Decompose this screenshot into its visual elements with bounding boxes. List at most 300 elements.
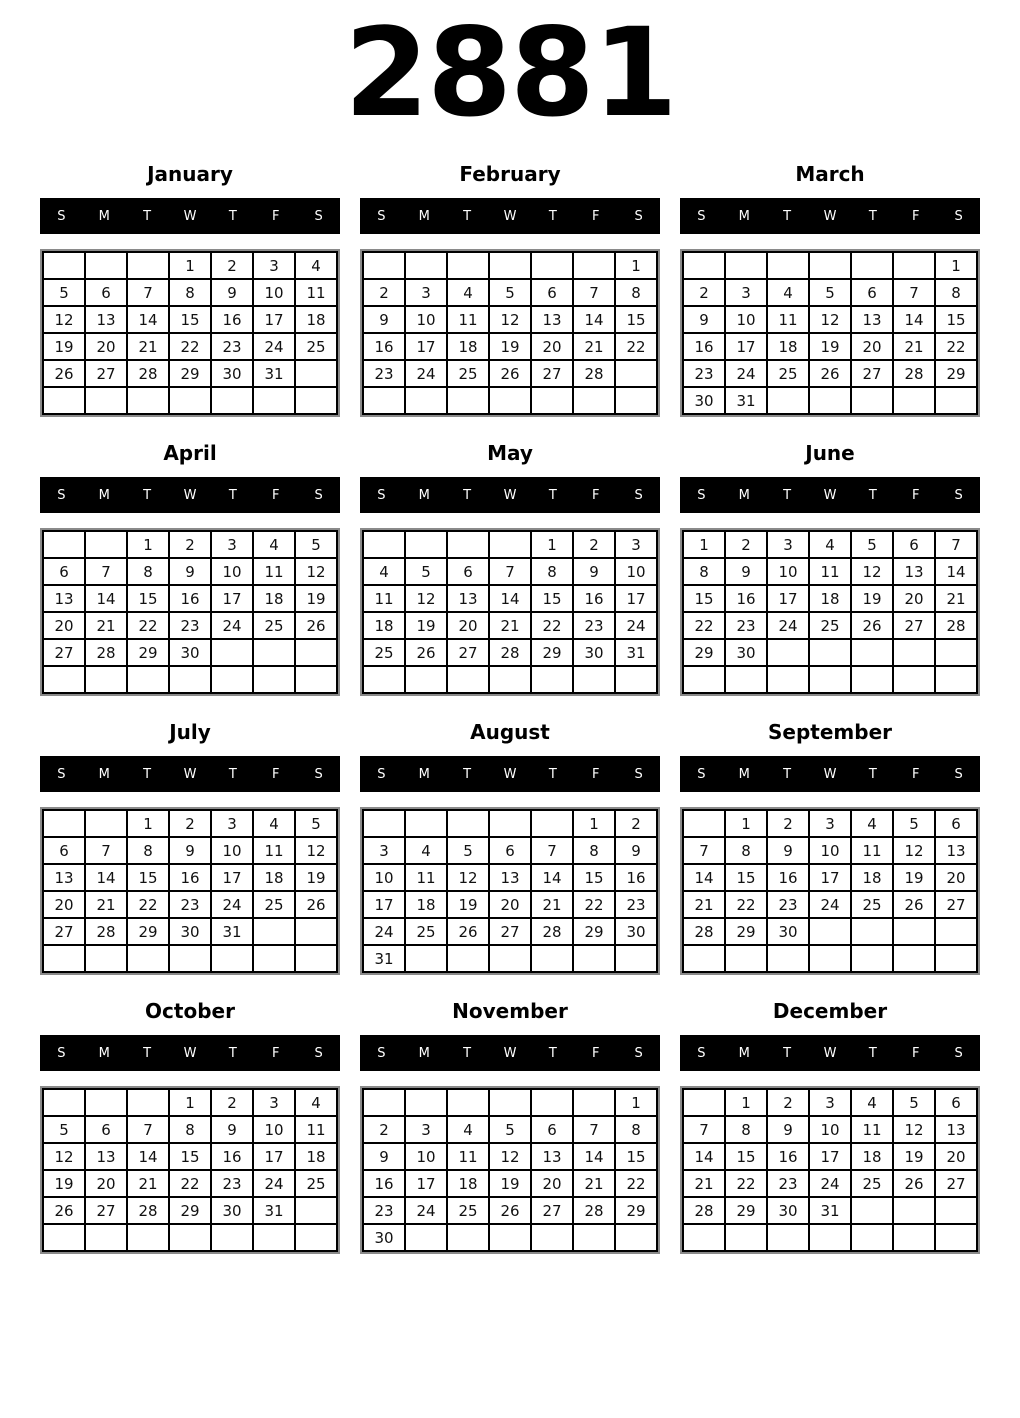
week-row (43, 945, 337, 972)
weekday-label: S (57, 487, 66, 503)
day-cell: 10 (809, 1116, 851, 1143)
day-cell (211, 1224, 253, 1251)
day-cell: 17 (363, 891, 405, 918)
day-cell: 17 (809, 1143, 851, 1170)
day-cell: 23 (767, 891, 809, 918)
weekday-label: T (868, 766, 877, 782)
day-cell: 24 (253, 1170, 295, 1197)
day-cell (85, 531, 127, 558)
weekday-label: M (418, 766, 430, 782)
day-cell (211, 639, 253, 666)
day-cell: 22 (683, 612, 725, 639)
day-cell: 24 (405, 360, 447, 387)
month-table (682, 530, 978, 694)
day-cell: 12 (489, 306, 531, 333)
weekday-label: T (228, 766, 237, 782)
month-september (680, 720, 980, 975)
day-cell: 14 (531, 864, 573, 891)
day-cell: 19 (43, 1170, 85, 1197)
weekday-header (40, 756, 340, 792)
month-name: March (795, 162, 865, 187)
month-june (680, 441, 980, 696)
day-cell: 31 (253, 360, 295, 387)
day-cell (531, 1089, 573, 1116)
day-cell: 22 (531, 612, 573, 639)
day-cell: 9 (363, 306, 405, 333)
day-cell (405, 1224, 447, 1251)
day-cell: 14 (127, 1143, 169, 1170)
week-row (683, 531, 977, 558)
day-cell: 30 (211, 360, 253, 387)
day-cell (935, 666, 977, 693)
weekday-label: M (418, 487, 430, 503)
day-cell: 29 (169, 360, 211, 387)
day-cell (935, 639, 977, 666)
weekday-label: M (418, 1045, 430, 1061)
day-cell: 4 (851, 1089, 893, 1116)
day-cell: 10 (253, 279, 295, 306)
day-cell: 1 (573, 810, 615, 837)
day-cell: 25 (851, 1170, 893, 1197)
day-cell: 2 (211, 252, 253, 279)
week-row (43, 1197, 337, 1224)
day-cell (531, 810, 573, 837)
weekday-label: W (503, 487, 517, 503)
month-name: April (163, 441, 217, 466)
day-cell: 18 (447, 333, 489, 360)
day-cell: 16 (211, 306, 253, 333)
weekday-label: T (143, 766, 152, 782)
day-cell: 30 (725, 639, 767, 666)
day-cell: 4 (253, 531, 295, 558)
weekday-label: S (314, 487, 323, 503)
weekday-label: M (98, 487, 110, 503)
day-cell: 24 (809, 1170, 851, 1197)
day-cell: 15 (725, 1143, 767, 1170)
day-cell (169, 1224, 211, 1251)
day-cell (893, 1197, 935, 1224)
day-cell: 8 (127, 558, 169, 585)
weekday-header (680, 198, 980, 234)
weekday-label: S (634, 208, 643, 224)
day-cell: 19 (809, 333, 851, 360)
month-august (360, 720, 660, 975)
day-cell: 13 (43, 864, 85, 891)
week-row (43, 333, 337, 360)
day-cell: 16 (767, 1143, 809, 1170)
day-cell: 13 (531, 306, 573, 333)
week-row (363, 1089, 657, 1116)
week-row (363, 585, 657, 612)
day-cell: 5 (893, 1089, 935, 1116)
weekday-label: F (271, 208, 280, 224)
month-december (680, 999, 980, 1254)
day-cell: 27 (935, 1170, 977, 1197)
day-cell: 3 (809, 810, 851, 837)
day-cell: 4 (809, 531, 851, 558)
day-cell: 14 (935, 558, 977, 585)
month-name: August (470, 720, 550, 745)
week-row (43, 666, 337, 693)
day-cell: 10 (615, 558, 657, 585)
weekday-label: S (634, 1045, 643, 1061)
day-cell: 6 (85, 279, 127, 306)
weekday-label: M (418, 208, 430, 224)
day-cell: 18 (295, 1143, 337, 1170)
week-row (43, 891, 337, 918)
day-cell: 29 (725, 1197, 767, 1224)
day-cell: 9 (615, 837, 657, 864)
day-cell: 7 (893, 279, 935, 306)
day-cell: 8 (935, 279, 977, 306)
day-cell: 20 (851, 333, 893, 360)
day-cell: 14 (683, 864, 725, 891)
day-cell: 18 (767, 333, 809, 360)
day-cell: 26 (489, 1197, 531, 1224)
day-cell: 16 (363, 1170, 405, 1197)
day-cell: 17 (211, 585, 253, 612)
day-cell (405, 945, 447, 972)
day-cell: 30 (169, 918, 211, 945)
day-cell: 9 (725, 558, 767, 585)
day-cell: 23 (169, 612, 211, 639)
day-cell: 14 (489, 585, 531, 612)
day-cell (43, 387, 85, 414)
week-row (683, 666, 977, 693)
day-cell: 11 (809, 558, 851, 585)
week-row (683, 306, 977, 333)
day-cell (127, 666, 169, 693)
day-cell: 23 (169, 891, 211, 918)
day-cell (893, 945, 935, 972)
week-row (683, 1170, 977, 1197)
weekday-label: M (738, 487, 750, 503)
weekday-label: W (183, 766, 197, 782)
day-cell: 6 (43, 558, 85, 585)
week-row (43, 279, 337, 306)
day-cell: 3 (725, 279, 767, 306)
month-name: July (169, 720, 211, 745)
day-cell: 17 (405, 333, 447, 360)
day-cell (809, 918, 851, 945)
month-table (362, 809, 658, 973)
day-cell: 11 (405, 864, 447, 891)
day-cell: 13 (489, 864, 531, 891)
day-cell: 31 (363, 945, 405, 972)
day-cell: 14 (85, 585, 127, 612)
day-cell: 19 (489, 333, 531, 360)
day-cell: 23 (615, 891, 657, 918)
weekday-label: W (503, 208, 517, 224)
week-row (363, 1224, 657, 1251)
week-row (683, 810, 977, 837)
day-cell: 1 (935, 252, 977, 279)
day-cell: 8 (725, 1116, 767, 1143)
weekday-label: T (463, 1045, 472, 1061)
day-cell: 24 (615, 612, 657, 639)
weekday-label: F (591, 1045, 600, 1061)
day-cell: 22 (573, 891, 615, 918)
day-cell: 15 (935, 306, 977, 333)
weekday-label: T (143, 1045, 152, 1061)
day-cell: 3 (405, 279, 447, 306)
day-cell: 23 (725, 612, 767, 639)
day-cell: 18 (809, 585, 851, 612)
day-cell: 3 (211, 531, 253, 558)
weekday-label: F (911, 766, 920, 782)
day-cell: 7 (531, 837, 573, 864)
day-cell: 20 (85, 1170, 127, 1197)
day-cell: 22 (615, 333, 657, 360)
week-row (43, 585, 337, 612)
day-cell: 2 (363, 279, 405, 306)
day-cell (295, 1197, 337, 1224)
day-cell: 5 (295, 531, 337, 558)
weekday-label: S (634, 766, 643, 782)
day-cell: 12 (489, 1143, 531, 1170)
day-cell: 7 (935, 531, 977, 558)
day-cell: 20 (531, 333, 573, 360)
day-cell (893, 1224, 935, 1251)
week-row (43, 306, 337, 333)
day-cell: 10 (767, 558, 809, 585)
weekday-label: M (98, 766, 110, 782)
week-row (43, 558, 337, 585)
day-cell (809, 639, 851, 666)
day-cell: 22 (127, 612, 169, 639)
day-cell: 10 (405, 1143, 447, 1170)
day-cell: 6 (531, 1116, 573, 1143)
month-table (42, 1088, 338, 1252)
day-cell: 12 (43, 306, 85, 333)
day-cell: 9 (211, 279, 253, 306)
day-cell: 2 (363, 1116, 405, 1143)
month-name: September (768, 720, 892, 745)
weekday-label: S (314, 208, 323, 224)
day-cell: 4 (447, 1116, 489, 1143)
day-cell (851, 387, 893, 414)
day-cell: 24 (211, 891, 253, 918)
week-row (363, 360, 657, 387)
day-cell: 25 (253, 612, 295, 639)
day-cell: 7 (573, 1116, 615, 1143)
day-cell: 8 (127, 837, 169, 864)
day-cell (447, 666, 489, 693)
day-cell (683, 666, 725, 693)
day-cell: 6 (935, 1089, 977, 1116)
week-row (363, 1143, 657, 1170)
day-cell (405, 387, 447, 414)
day-cell: 24 (809, 891, 851, 918)
day-cell: 29 (615, 1197, 657, 1224)
day-cell: 19 (489, 1170, 531, 1197)
day-cell (447, 810, 489, 837)
weekday-label: T (548, 487, 557, 503)
day-cell: 5 (447, 837, 489, 864)
day-cell: 11 (295, 1116, 337, 1143)
day-cell: 28 (683, 1197, 725, 1224)
week-row (363, 1197, 657, 1224)
weekday-label: W (823, 1045, 837, 1061)
day-cell: 5 (489, 279, 531, 306)
day-cell: 15 (615, 1143, 657, 1170)
day-cell: 10 (363, 864, 405, 891)
day-cell: 1 (615, 252, 657, 279)
day-cell: 5 (43, 1116, 85, 1143)
day-cell: 1 (725, 1089, 767, 1116)
day-cell: 10 (211, 837, 253, 864)
weekday-label: F (911, 208, 920, 224)
day-cell: 18 (253, 585, 295, 612)
weekday-header (360, 1035, 660, 1071)
weekday-header (360, 477, 660, 513)
day-cell: 10 (211, 558, 253, 585)
day-cell (851, 252, 893, 279)
day-cell: 29 (935, 360, 977, 387)
day-cell (809, 252, 851, 279)
day-cell: 25 (447, 360, 489, 387)
day-cell (85, 945, 127, 972)
weekday-label: F (271, 1045, 280, 1061)
day-cell: 16 (767, 864, 809, 891)
week-row (683, 1143, 977, 1170)
day-cell: 15 (683, 585, 725, 612)
day-cell: 27 (851, 360, 893, 387)
weekday-label: S (954, 1045, 963, 1061)
day-cell: 20 (893, 585, 935, 612)
day-cell: 12 (295, 558, 337, 585)
day-cell: 4 (851, 810, 893, 837)
weekday-label: T (783, 1045, 792, 1061)
day-cell: 6 (447, 558, 489, 585)
day-cell: 19 (851, 585, 893, 612)
day-cell: 28 (573, 360, 615, 387)
weekday-label: S (697, 487, 706, 503)
weekday-label: W (823, 208, 837, 224)
day-cell: 19 (295, 864, 337, 891)
day-cell: 21 (127, 333, 169, 360)
day-cell: 14 (85, 864, 127, 891)
day-cell: 23 (363, 360, 405, 387)
day-cell: 11 (295, 279, 337, 306)
day-cell: 19 (295, 585, 337, 612)
week-row (363, 306, 657, 333)
day-cell: 5 (295, 810, 337, 837)
week-row (363, 252, 657, 279)
day-cell: 27 (531, 1197, 573, 1224)
day-cell: 20 (85, 333, 127, 360)
day-cell: 26 (43, 1197, 85, 1224)
day-cell (85, 810, 127, 837)
weekday-label: W (823, 487, 837, 503)
week-row (683, 1116, 977, 1143)
day-cell: 17 (253, 306, 295, 333)
day-cell: 24 (725, 360, 767, 387)
day-cell: 21 (573, 333, 615, 360)
weekday-header (40, 477, 340, 513)
day-cell (767, 1224, 809, 1251)
week-row (683, 558, 977, 585)
months-grid (0, 162, 1020, 1254)
day-cell (851, 1224, 893, 1251)
day-cell: 14 (573, 306, 615, 333)
weekday-header (360, 756, 660, 792)
day-cell: 21 (573, 1170, 615, 1197)
day-cell: 8 (531, 558, 573, 585)
day-cell: 12 (809, 306, 851, 333)
day-cell: 22 (615, 1170, 657, 1197)
day-cell: 5 (893, 810, 935, 837)
day-cell (295, 360, 337, 387)
day-cell (851, 639, 893, 666)
month-october (40, 999, 340, 1254)
day-cell: 27 (447, 639, 489, 666)
day-cell: 25 (447, 1197, 489, 1224)
day-cell (127, 387, 169, 414)
month-name: June (805, 441, 855, 466)
weekday-label: T (463, 487, 472, 503)
weekday-label: T (783, 487, 792, 503)
day-cell: 8 (615, 279, 657, 306)
day-cell: 21 (893, 333, 935, 360)
day-cell: 27 (893, 612, 935, 639)
month-july (40, 720, 340, 975)
day-cell (489, 1089, 531, 1116)
day-cell (447, 945, 489, 972)
day-cell: 17 (211, 864, 253, 891)
week-row (683, 1089, 977, 1116)
day-cell (683, 1224, 725, 1251)
day-cell: 20 (43, 891, 85, 918)
month-grid (360, 249, 660, 417)
day-cell: 12 (295, 837, 337, 864)
day-cell: 15 (573, 864, 615, 891)
day-cell: 11 (851, 837, 893, 864)
day-cell (127, 1089, 169, 1116)
day-cell (683, 810, 725, 837)
day-cell: 3 (363, 837, 405, 864)
day-cell: 29 (725, 918, 767, 945)
day-cell: 30 (169, 639, 211, 666)
day-cell: 11 (767, 306, 809, 333)
day-cell: 26 (43, 360, 85, 387)
weekday-label: T (228, 487, 237, 503)
week-row (363, 639, 657, 666)
day-cell: 17 (615, 585, 657, 612)
weekday-label: F (911, 487, 920, 503)
day-cell (573, 945, 615, 972)
day-cell: 31 (809, 1197, 851, 1224)
day-cell: 28 (573, 1197, 615, 1224)
day-cell: 2 (573, 531, 615, 558)
day-cell: 22 (725, 891, 767, 918)
day-cell: 11 (447, 1143, 489, 1170)
weekday-label: F (271, 766, 280, 782)
day-cell (127, 945, 169, 972)
day-cell (531, 945, 573, 972)
day-cell (447, 1089, 489, 1116)
day-cell (683, 1089, 725, 1116)
day-cell: 21 (85, 891, 127, 918)
month-january (40, 162, 340, 417)
day-cell: 1 (615, 1089, 657, 1116)
day-cell: 25 (405, 918, 447, 945)
day-cell (295, 945, 337, 972)
day-cell (573, 387, 615, 414)
day-cell: 23 (211, 333, 253, 360)
day-cell: 18 (851, 864, 893, 891)
month-table (682, 809, 978, 973)
